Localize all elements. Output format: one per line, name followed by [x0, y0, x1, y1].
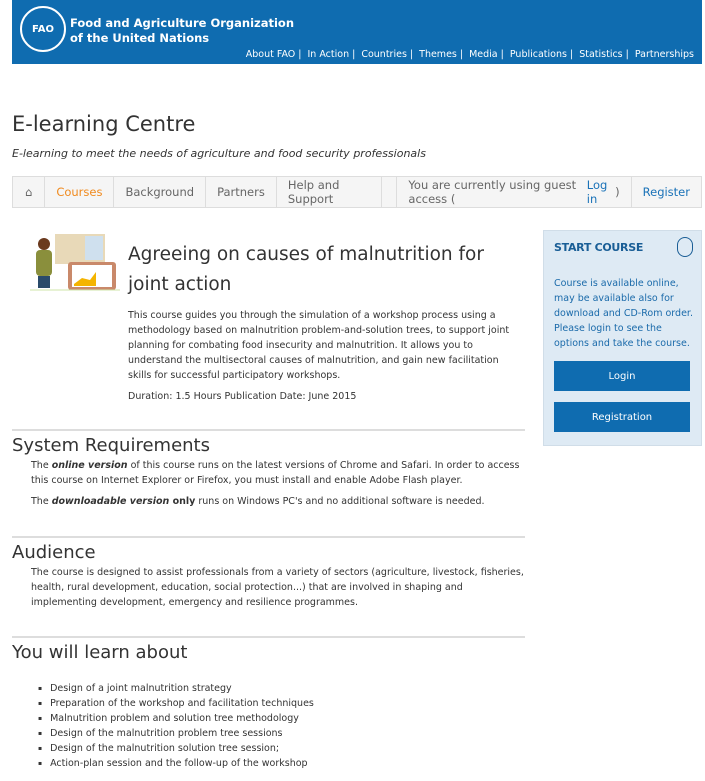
- login-button[interactable]: Login: [554, 361, 690, 391]
- requirements-download: The downloadable version only runs on Windows PC's and no additional software is needed.: [31, 496, 485, 507]
- audience-text: The course is designed to assist professionals from a variety of sectors (agriculture, livestock, fisheries, health, rural development, education, social protection...) that are involved in shaping and implementing development, emergency and resilience programmes.: [31, 567, 524, 608]
- course-illustration: [30, 232, 120, 292]
- guest-status: [397, 177, 631, 207]
- nav-spacer: [382, 177, 397, 207]
- course-title: Agreeing on causes of malnutrition for joint action: [128, 244, 484, 295]
- top-link-media[interactable]: Media: [469, 49, 498, 60]
- list-item: ▪ Design of the malnutrition solution tree session;: [38, 741, 525, 756]
- registration-button[interactable]: Registration: [554, 402, 690, 432]
- top-link-partnerships[interactable]: Partnerships: [634, 49, 694, 60]
- top-link-statistics[interactable]: Statistics: [579, 49, 623, 60]
- list-item: ▪ Design of a joint malnutrition strategy: [38, 681, 525, 696]
- section-heading: Audience: [12, 542, 96, 563]
- list-item: ▪ Malnutrition problem and solution tree methodology: [38, 711, 525, 726]
- register-item[interactable]: [632, 177, 701, 207]
- register-link[interactable]: Register: [642, 185, 690, 199]
- start-course-heading: START COURSE: [554, 241, 644, 254]
- top-link-in-action[interactable]: In Action: [307, 49, 350, 60]
- main-nav: [12, 176, 702, 208]
- top-link-publications[interactable]: Publications: [509, 49, 567, 60]
- list-item: ▪ Design of the malnutrition problem tree sessions: [38, 726, 525, 741]
- top-nav: About FAO | In Action | Countries | Themes | Media | Publications | Statistics | Partnerships: [245, 49, 694, 60]
- top-link-themes[interactable]: Themes: [419, 49, 457, 60]
- site-tagline: E-learning to meet the needs of agriculture and food security professionals: [12, 147, 426, 160]
- nav-help[interactable]: Help and Support: [277, 177, 383, 207]
- top-link-countries[interactable]: Countries: [361, 49, 407, 60]
- org-name[interactable]: [70, 16, 294, 46]
- audience-section: [12, 536, 525, 616]
- top-link-about[interactable]: About FAO: [245, 49, 296, 60]
- learn-section: [12, 636, 525, 771]
- site-header: [12, 0, 702, 64]
- nav-background[interactable]: Background: [114, 177, 206, 207]
- start-course-text: Course is available online, may be available also for download and CD-Rom order. Please login to see the options and take the course.: [554, 278, 693, 349]
- list-item: ▪ Action-plan session and the follow-up of the workshop: [38, 756, 525, 771]
- start-course-panel: [543, 230, 702, 446]
- nav-courses[interactable]: Courses: [45, 177, 114, 207]
- course-meta: Duration: 1.5 Hours Publication Date: June 2015: [128, 391, 357, 402]
- learn-list: [38, 681, 525, 771]
- section-heading: You will learn about: [12, 642, 188, 663]
- org-line-2: of the United Nations: [70, 31, 210, 45]
- mouse-icon: [677, 237, 693, 257]
- org-line-1: Food and Agriculture Organization: [70, 16, 295, 30]
- site-title: E-learning Centre: [12, 112, 196, 136]
- fao-logo[interactable]: FAO: [20, 6, 66, 52]
- guest-text: You are currently using guest access (: [408, 178, 577, 206]
- home-icon[interactable]: ⌂: [13, 177, 45, 207]
- course-description: This course guides you through the simulation of a workshop process using a methodology based on malnutrition problem-and-solution trees, to support joint planning for combating food insecurity and malnutrition. It allows you to understand the multisectoral causes of malnutrition, and gain new facilitation skills for successful participatory workshops.: [128, 310, 510, 381]
- requirements-online: The online version of this course runs on the latest versions of Chrome and Safari. In order to access this course on Internet Explorer or Firefox, you must install and enable Adobe Flash player.: [31, 460, 520, 486]
- list-item: ▪ Preparation of the workshop and facilitation techniques: [38, 696, 525, 711]
- nav-partners[interactable]: Partners: [206, 177, 277, 207]
- guest-end: ): [615, 185, 620, 199]
- system-requirements-section: [12, 429, 525, 515]
- section-heading: System Requirements: [12, 435, 210, 456]
- login-link[interactable]: Log in: [586, 178, 608, 206]
